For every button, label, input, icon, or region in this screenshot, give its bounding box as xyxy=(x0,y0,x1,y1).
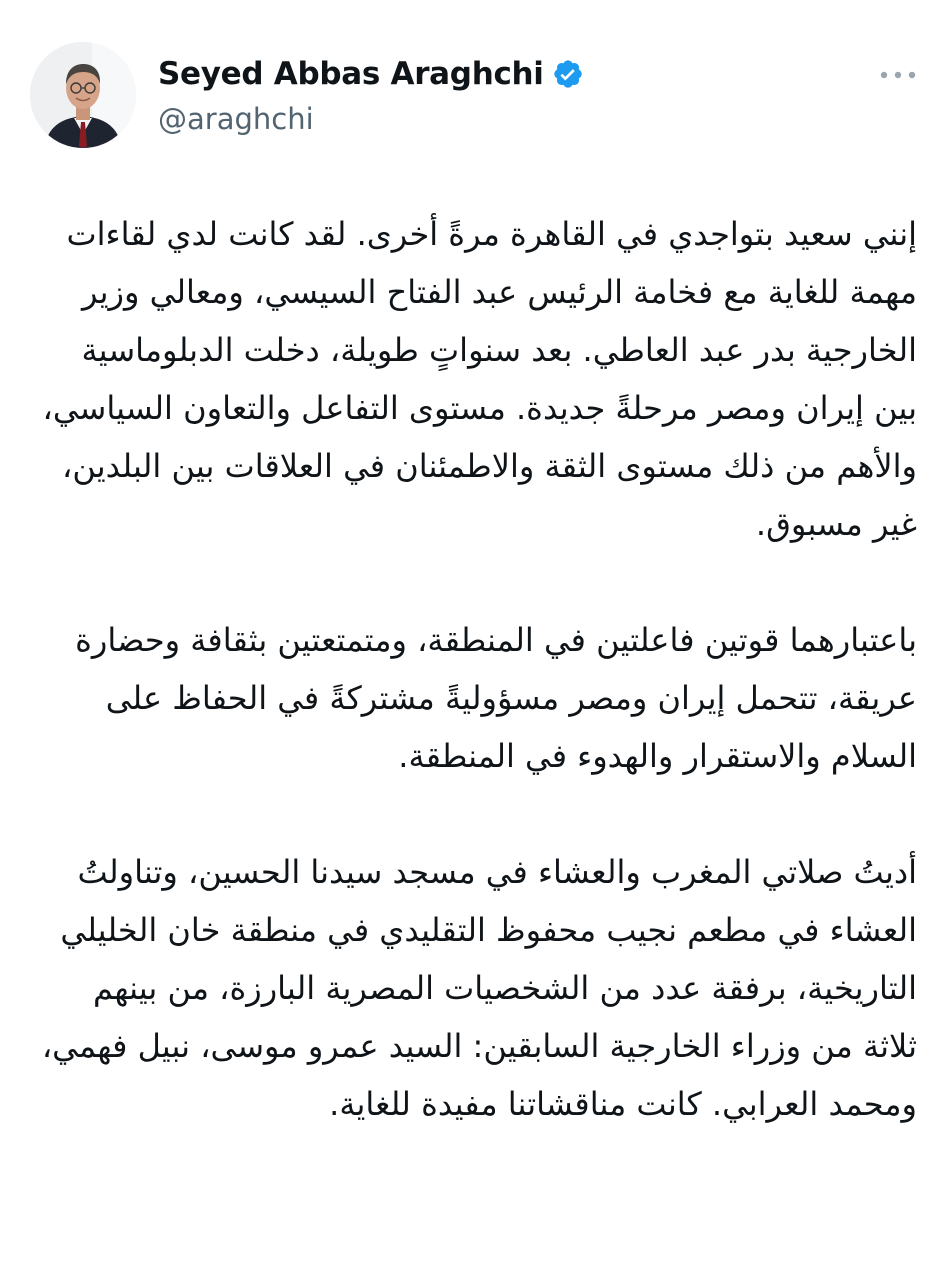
display-name-row xyxy=(158,50,584,98)
avatar[interactable] xyxy=(30,42,136,148)
verified-badge-icon xyxy=(552,58,584,90)
more-options-button[interactable] xyxy=(876,60,920,90)
tweet-header xyxy=(30,40,920,150)
tweet-text xyxy=(30,205,917,1133)
tweet-paragraph-3: أديتُ صلاتي المغرب والعشاء في مسجد سيدنا الحسين، وتناولتُ العشاء في مطعم نجيب محفوظ التقليدي في منطقة خان الخليلي التاريخية، برفقة عدد من الشخصيات المصرية البارزة، من بينهم ثلاثة من وزراء الخارجية السابقين: السيد عمرو موسى، نبيل فهمي، ومحمد العرابي. كانت مناقشاتنا مفيدة للغاية. xyxy=(31,853,917,1123)
tweet-paragraph-2: باعتبارهما قوتين فاعلتين في المنطقة، ومتمتعتين بثقافة وحضارة عريقة، تتحمل إيران ومصر مسؤوليةً مشتركةً في الحفاظ على السلام والاستقرار والهدوء في المنطقة. xyxy=(64,621,917,775)
profile-photo-icon xyxy=(30,42,136,148)
author-info[interactable] xyxy=(158,50,584,136)
handle[interactable]: @araghchi xyxy=(158,102,314,136)
display-name[interactable]: Seyed Abbas Araghchi xyxy=(158,56,544,92)
tweet-paragraph-1: إنني سعيد بتواجدي في القاهرة مرةً أخرى. لقد كانت لدي لقاءات مهمة للغاية مع فخامة الرئيس عبد الفتاح السيسي، ومعالي وزير الخارجية بدر عبد العاطي. بعد سنواتٍ طويلة، دخلت الدبلوماسية بين إيران ومصر مرحلةً جديدة. مستوى التفاعل والتعاون السياسي، والأهم من ذلك مستوى الثقة والاطمئنان في العلاقات بين البلدين، غير مسبوق. xyxy=(32,215,917,543)
more-horizontal-icon xyxy=(876,60,920,90)
